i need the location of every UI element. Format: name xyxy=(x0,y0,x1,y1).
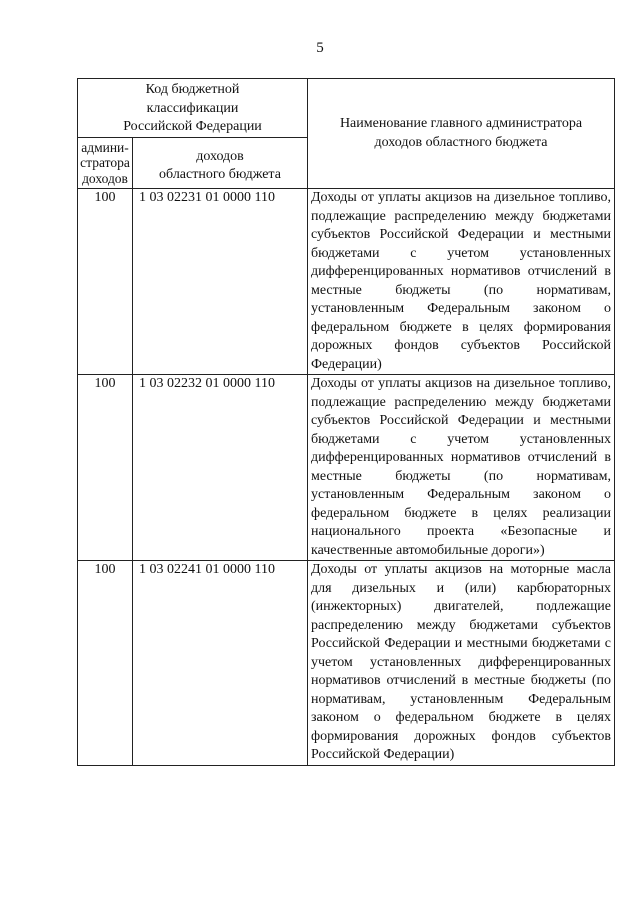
header-administrator-column xyxy=(78,137,133,189)
revenue-code-cell: 1 03 02241 01 0000 110 xyxy=(133,561,308,766)
header-admin-line: админи- xyxy=(81,139,129,155)
header-group-line: классификации xyxy=(146,100,239,116)
header-group-line: Российской Федерации xyxy=(123,119,262,134)
table-row xyxy=(78,561,615,766)
header-name-line: Наименование главного администратора xyxy=(339,116,583,131)
administrator-code-cell: 100 xyxy=(78,375,133,561)
revenue-name-cell: Доходы от уплаты акцизов на дизельное топливо, подлежащие распределению между бюджетами субъектов Российской Федерации и местными бюджетами с учетом установленных дифференцированных нормативов отчислений в местные бюджеты (по нормативам, установленным Федеральным законом о федеральном бюджете в целях формирования дорожных фондов субъектов Российской Федерации) xyxy=(308,189,615,375)
administrator-code-cell: 100 xyxy=(78,561,133,766)
revenue-code-cell: 1 03 02231 01 0000 110 xyxy=(133,189,308,375)
header-group-line: Код бюджетной xyxy=(145,82,240,97)
header-admin-line: стратора xyxy=(80,155,130,170)
table-row xyxy=(78,189,615,375)
header-revenue-code-column xyxy=(133,137,308,189)
header-name-line: доходов областного бюджета xyxy=(374,134,548,150)
revenue-code-cell: 1 03 02232 01 0000 110 xyxy=(133,375,308,561)
administrator-code-cell: 100 xyxy=(78,189,133,375)
header-code-line: доходов xyxy=(196,148,244,164)
header-admin-line: доходов xyxy=(82,170,128,186)
budget-classification-table xyxy=(77,78,615,766)
header-code-line: областного бюджета xyxy=(159,167,281,182)
revenue-name-cell: Доходы от уплаты акцизов на дизельное топливо, подлежащие распределению между бюджетами субъектов Российской Федерации и местными бюджетами с учетом установленных дифференцированных нормативов отчислений в местные бюджеты (по нормативам, установленным Федеральным законом о федеральном бюджете в целях реализации национального проекта «Безопасные и качественные автомобильные дороги») xyxy=(308,375,615,561)
header-administrator-name xyxy=(308,79,615,189)
header-budget-classification-code xyxy=(78,79,308,138)
header-row-top xyxy=(78,79,615,138)
page-number: 5 xyxy=(316,40,324,56)
revenue-name-cell: Доходы от уплаты акцизов на моторные масла для дизельных и (или) карбюраторных (инжекторных) двигателей, подлежащие распределению между бюджетами субъектов Российской Федерации и местными бюджетами с учетом установленных дифференцированных нормативов отчислений в местные бюджеты (по нормативам, установленным Федеральным законом о федеральном бюджете в целях формирования дорожных фондов субъектов Российской Федерации) xyxy=(308,561,615,766)
table-row xyxy=(78,375,615,561)
